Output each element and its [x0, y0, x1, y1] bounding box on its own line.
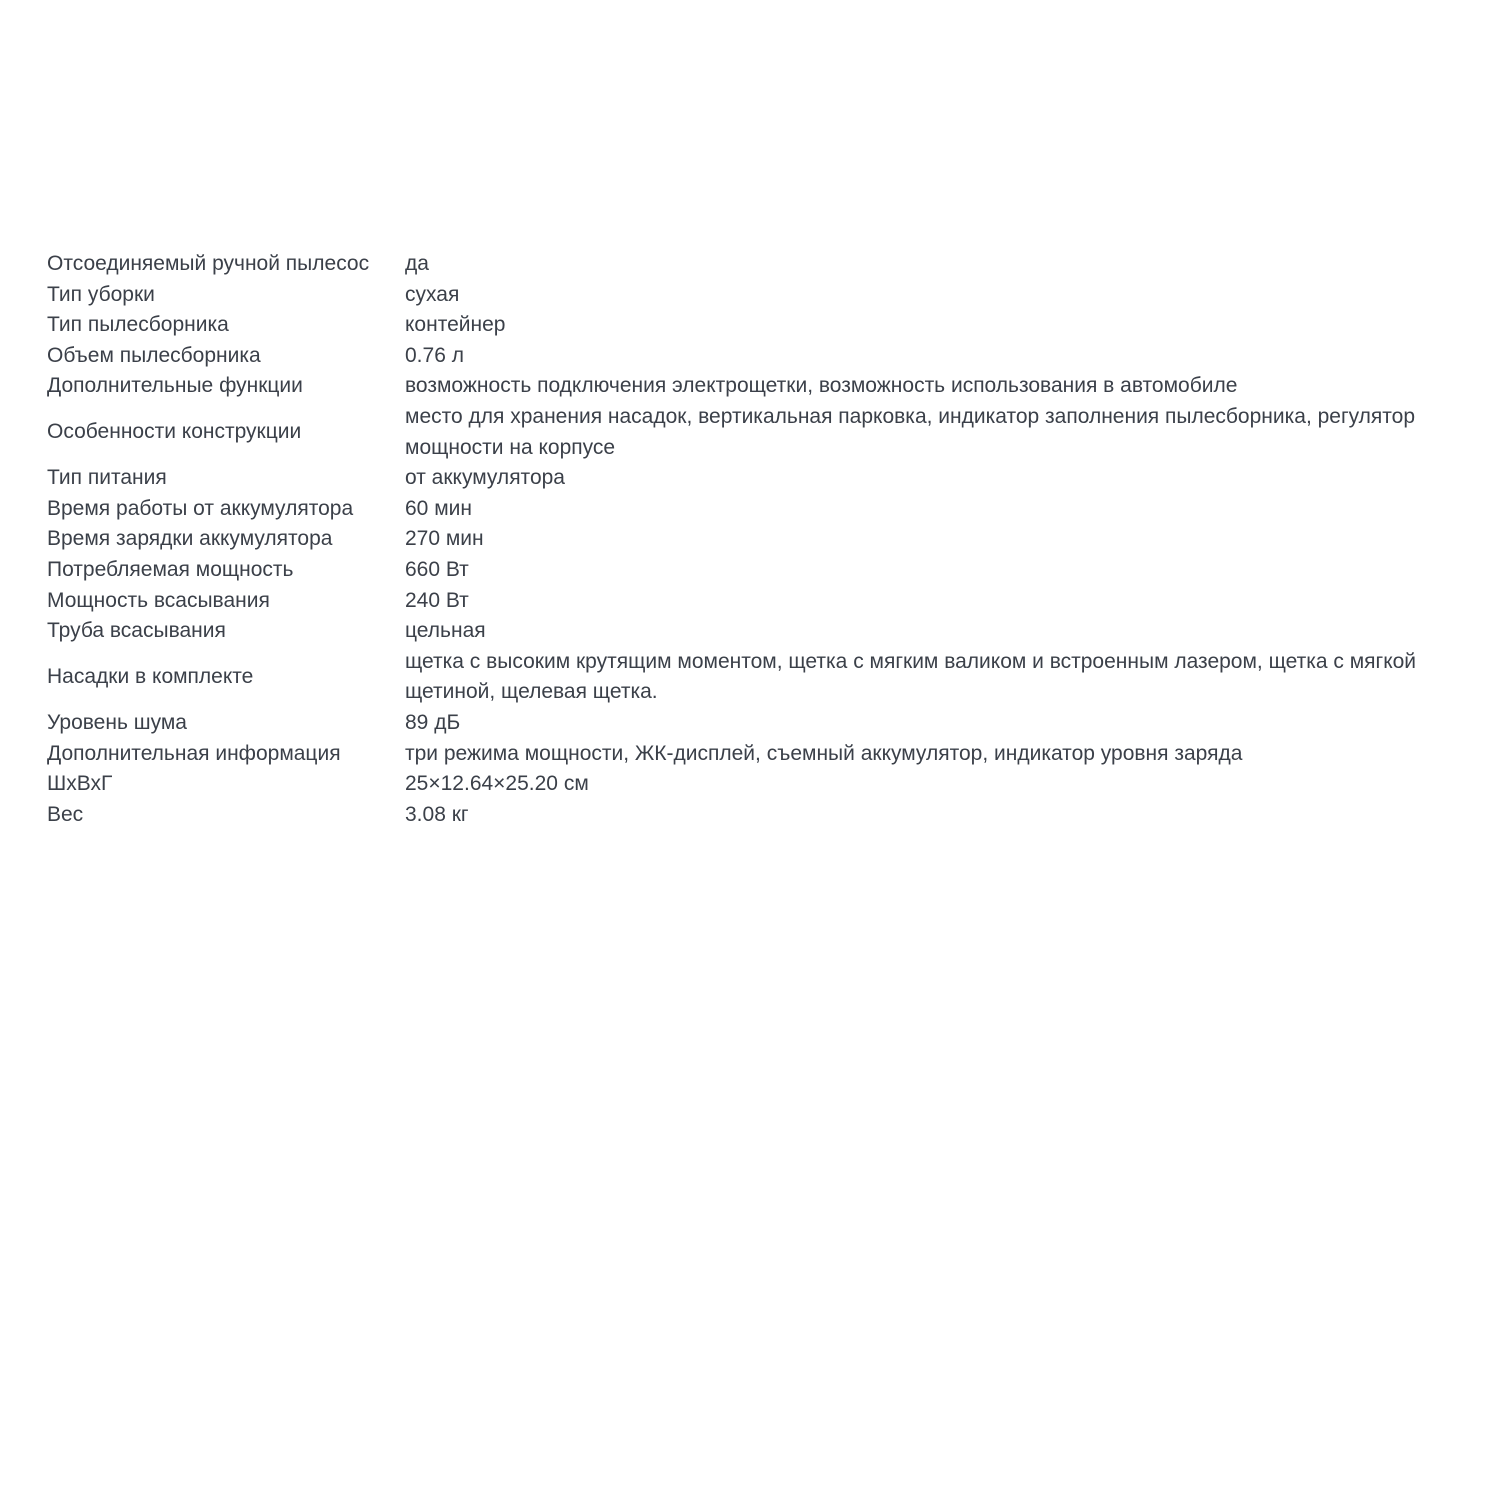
spec-value: контейнер [405, 313, 506, 337]
spec-value: от аккумулятора [405, 466, 565, 490]
spec-value: щетка с высоким крутящим моментом, щетка с мягким валиком и встроенным лазером, щетка с мягкой щетиной, щелевая щетка. [405, 649, 1417, 704]
spec-value: 89 дБ [405, 710, 461, 734]
spec-label: Тип питания [47, 466, 167, 490]
spec-label: Особенности конструкции [47, 420, 302, 444]
spec-row [47, 800, 1460, 831]
spec-value: три режима мощности, ЖК-дисплей, съемный аккумулятор, индикатор уровня заряда [405, 741, 1243, 765]
spec-value: 3.08 кг [405, 802, 469, 826]
spec-row [47, 739, 1460, 770]
spec-row [47, 769, 1460, 800]
spec-label: Дополнительная информация [47, 741, 341, 765]
spec-row [47, 524, 1460, 555]
spec-label: Тип пылесборника [47, 313, 229, 337]
spec-value: 60 мин [405, 496, 472, 520]
spec-value: сухая [405, 282, 460, 306]
spec-row [47, 402, 1460, 463]
spec-label: ШхВхГ [47, 772, 113, 796]
spec-row [47, 616, 1460, 647]
spec-value: 0.76 л [405, 343, 464, 367]
spec-value: 240 Вт [405, 588, 469, 612]
spec-value: возможность подключения электрощетки, возможность использования в автомобиле [405, 374, 1238, 398]
spec-value: цельная [405, 619, 486, 643]
spec-row [47, 586, 1460, 617]
spec-label: Вес [47, 802, 84, 826]
spec-row [47, 494, 1460, 525]
spec-row [47, 280, 1460, 311]
spec-label: Мощность всасывания [47, 588, 270, 612]
spec-label: Время зарядки аккумулятора [47, 527, 333, 551]
spec-label: Объем пылесборника [47, 343, 261, 367]
spec-value: место для хранения насадок, вертикальная парковка, индикатор заполнения пылесборника, регулятор мощности на корпусе [405, 404, 1416, 459]
spec-row [47, 249, 1460, 280]
spec-value: 270 мин [405, 527, 484, 551]
spec-label: Насадки в комплекте [47, 665, 254, 689]
spec-label: Уровень шума [47, 710, 187, 734]
spec-table [47, 249, 1460, 830]
spec-row [47, 708, 1460, 739]
spec-label: Дополнительные функции [47, 374, 303, 398]
spec-value: 660 Вт [405, 557, 469, 581]
spec-value: да [405, 252, 429, 275]
spec-value: 25×12.64×25.20 см [405, 772, 589, 796]
spec-row [47, 647, 1460, 708]
spec-label: Труба всасывания [47, 619, 226, 643]
spec-row [47, 341, 1460, 372]
spec-label: Отсоединяемый ручной пылесос [47, 252, 370, 275]
spec-row [47, 463, 1460, 494]
spec-label: Время работы от аккумулятора [47, 496, 354, 520]
spec-label: Тип уборки [47, 282, 155, 306]
spec-label: Потребляемая мощность [47, 557, 294, 581]
spec-row [47, 310, 1460, 341]
spec-row [47, 371, 1460, 402]
spec-row [47, 555, 1460, 586]
